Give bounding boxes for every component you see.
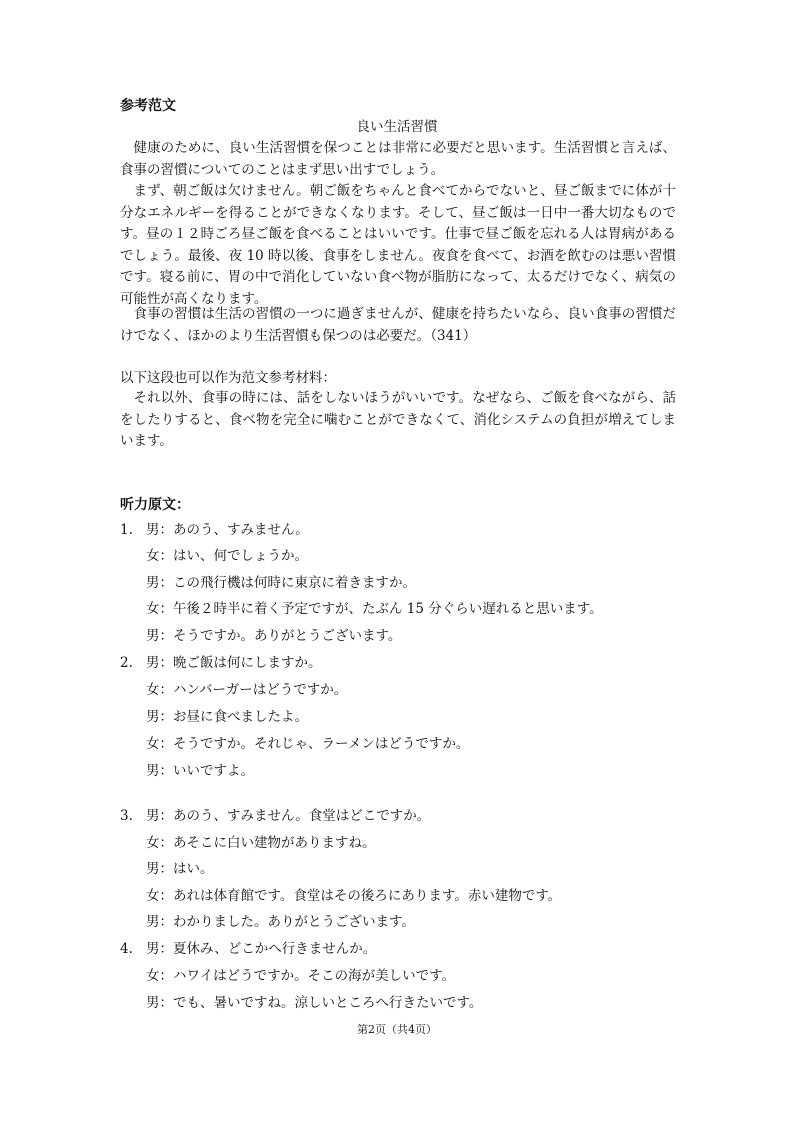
- dialogue-line: [146, 546, 308, 566]
- line-text: お昼に食べましたよ。: [173, 709, 308, 725]
- dialogue-number: 3.: [120, 808, 133, 824]
- line-text: そうですか。それじゃ、ラーメンはどうですか。: [173, 736, 470, 752]
- line-text: わかりました。ありがとうございます。: [173, 914, 415, 930]
- line-text: この飛行機は何時に東京に着きますか。: [173, 575, 416, 591]
- line-text: でも、暑いですね。涼しいところへ行きたいです。: [173, 995, 483, 1011]
- line-text: あそこに白い建物がありますね。: [173, 835, 376, 851]
- essay-paragraph: まず、朝ご飯は欠けません。朝ご飯をちゃんと食べてからでないと、昼ご飯までに体が十分なエネルギーを得ることができなくなります。そして、昼ご飯は一日中一番大切なものです。昼の１２時ごろ昼ご飯を食べることはいいです。仕事で昼ご飯を忘れる人は胃病があるでしょう。最後、夜 10 時以後、食事をしません。夜食を食べて、お酒を飲むのは悪い習慣です。寝る前に、胃の中で消化していない食べ物が脂肪になって、太るだけでなく、病気の可能性が高くなります。: [120, 183, 676, 307]
- speaker: 女：: [146, 968, 173, 984]
- dialogue-line: [146, 966, 455, 986]
- dialogue-line: [146, 886, 561, 906]
- line-text: あのう、すみません。: [173, 522, 309, 538]
- speaker: 男：: [146, 763, 173, 779]
- speaker: 男：: [146, 575, 173, 591]
- line-text: 午後２時半に着く予定ですが、たぶん 15 分ぐらい遅れると思います。: [173, 601, 603, 617]
- dialogue-line: [146, 993, 482, 1013]
- dialogue-number: 4.: [120, 941, 133, 957]
- dialogue-line: [146, 912, 415, 932]
- line-text: あのう、すみません。食堂はどこですか。: [173, 808, 431, 824]
- line-text: ハワイはどうですか。そこの海が美しいです。: [173, 968, 456, 984]
- dialogue-line: [146, 761, 254, 781]
- dialogue-line: [120, 806, 430, 826]
- line-text: はい、何でしょうか。: [173, 548, 308, 564]
- dialogue-line: [146, 859, 214, 879]
- line-text: 夏休み、どこかへ行きませんか。: [173, 941, 377, 957]
- extra-intro: 以下这段也可以作为范文参考材料：: [120, 370, 336, 386]
- dialogue-number: 2.: [120, 655, 133, 671]
- dialogue-line: [146, 707, 308, 727]
- line-text: いいですよ。: [173, 763, 254, 779]
- speaker: 男：: [146, 709, 173, 725]
- dialogue-line: [146, 626, 401, 646]
- speaker: 男：: [146, 655, 173, 671]
- dialogue-line: [146, 573, 416, 593]
- speaker: 女：: [146, 888, 173, 904]
- dialogue-line: [120, 520, 309, 540]
- speaker: 男：: [146, 522, 173, 538]
- page-footer: 第2页（共4页）: [357, 1023, 437, 1036]
- listening-heading: 听力原文：: [120, 497, 190, 513]
- line-text: ハンバーガーはどうですか。: [173, 682, 348, 698]
- dialogue-number: 1.: [120, 522, 133, 538]
- dialogue-line: [120, 653, 322, 673]
- dialogue-line: [146, 734, 469, 754]
- extra-paragraph: それ以外、食事の時には、話をしないほうがいいです。なぜなら、ご飯を食べながら、話をしたりすると、食べ物を完全に噛むことができなくて、消化システムの負担が増えてしまいます。: [120, 390, 676, 449]
- speaker: 男：: [146, 995, 173, 1011]
- dialogue-line: [146, 833, 376, 853]
- essay-paragraph: 食事の習慣は生活の習慣の一つに過ぎませんが、健康を持ちたいなら、良い食事の習慣だけでなく、ほかのより生活習慣も保つのは必要だ。（341）: [120, 306, 676, 344]
- dialogue-line: [146, 599, 603, 619]
- speaker: 男：: [146, 914, 173, 930]
- speaker: 女：: [146, 682, 173, 698]
- speaker: 女：: [146, 548, 173, 564]
- speaker: 男：: [146, 861, 173, 877]
- line-text: そうですか。ありがとうございます。: [173, 628, 402, 644]
- speaker: 女：: [146, 736, 173, 752]
- speaker: 男：: [146, 941, 173, 957]
- line-text: 晩ご飯は何にしますか。: [173, 655, 322, 671]
- essay-title: 良い生活習慣: [356, 119, 438, 135]
- speaker: 女：: [146, 835, 173, 851]
- essay-paragraph: 健康のために、良い生活習慣を保つことは非常に必要だと思います。生活習慣と言えば、食事の習慣についてのことはまず思い出すでしょう。: [120, 140, 676, 178]
- line-text: あれは体育館です。食堂はその後ろにあります。赤い建物です。: [173, 888, 562, 904]
- reference-heading: 参考范文: [120, 98, 176, 114]
- dialogue-line: [146, 680, 347, 700]
- speaker: 男：: [146, 628, 173, 644]
- dialogue-line: [120, 939, 376, 959]
- speaker: 男：: [146, 808, 173, 824]
- speaker: 女：: [146, 601, 173, 617]
- line-text: はい。: [173, 861, 214, 877]
